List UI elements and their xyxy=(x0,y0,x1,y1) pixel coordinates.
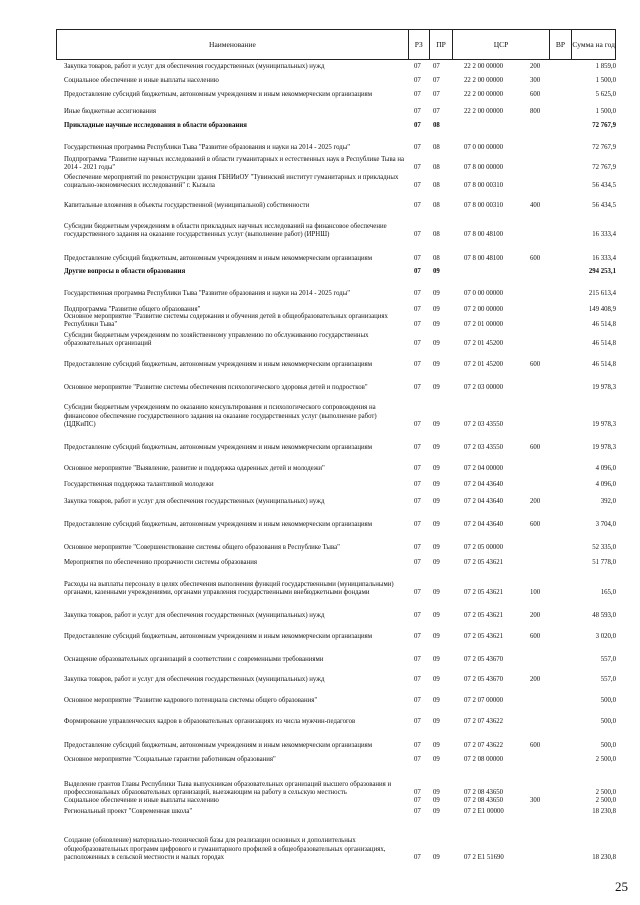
row-csr: 07 2 05 43621 xyxy=(464,633,504,640)
row-sum: 72 767,9 xyxy=(592,122,616,129)
row-csr: 07 2 03 00000 xyxy=(464,384,504,391)
row-name: Предоставление субсидий бюджетным, автономным учреждениям и иным некоммерческим организациям xyxy=(64,361,373,368)
row-name: Закупка товаров, работ и услуг для обеспечения государственных (муниципальных) нужд xyxy=(64,676,325,683)
row-vr: 200 xyxy=(530,676,541,683)
row-csr: 22 2 00 00000 xyxy=(464,91,504,98)
row-name: Расходы на выплаты персоналу в целях обеспечения выполнения функций государственными (муниципальными) органами, казенными учреждениями, органами управления государственными внебюджетными фондами xyxy=(64,580,394,596)
row-sum: 18 230,8 xyxy=(592,853,616,861)
row-pr: 09 xyxy=(433,339,440,347)
row-name: Мероприятия по обеспечению прозрачности системы образования xyxy=(64,559,257,566)
row-rz: 07 xyxy=(414,559,421,566)
row-sum: 165,0 xyxy=(600,588,616,596)
row-sum: 1 859,0 xyxy=(595,63,616,70)
row-sum: 19 978,3 xyxy=(592,444,616,451)
row-csr: 07 2 01 45200 xyxy=(464,339,504,347)
row-csr: 07 8 00 00000 xyxy=(464,163,504,171)
row-rz: 07 xyxy=(414,718,421,725)
row-csr: 07 2 08 43650 xyxy=(464,788,504,796)
row-csr: 07 2 00 00000 xyxy=(464,306,504,313)
row-pr: 09 xyxy=(433,808,440,815)
row-name: Основное мероприятие "Развитие кадрового потенциала системы общего образования" xyxy=(64,697,318,704)
row-csr: 07 2 04 00000 xyxy=(464,465,504,472)
row-name: Основное мероприятие "Выявление, развитие и поддержка одаренных детей и молодежи" xyxy=(64,465,325,472)
row-sum: 4 096,0 xyxy=(595,465,616,472)
row-csr: 07 2 05 43670 xyxy=(464,676,504,683)
row-rz: 07 xyxy=(414,742,421,749)
row-csr: 07 2 04 43640 xyxy=(464,498,504,505)
row-pr: 09 xyxy=(433,633,440,640)
row-pr: 07 xyxy=(433,108,440,115)
row-rz: 07 xyxy=(414,202,421,209)
row-pr: 09 xyxy=(433,306,440,313)
page-number: 25 xyxy=(615,879,628,894)
row-rz: 07 xyxy=(414,481,421,488)
row-sum: 56 434,5 xyxy=(592,181,616,189)
row-name: Закупка товаров, работ и услуг для обеспечения государственных (муниципальных) нужд xyxy=(64,63,325,70)
row-csr: 07 2 08 43650 xyxy=(464,797,504,804)
row-csr: 07 2 E1 51690 xyxy=(464,853,504,861)
row-sum: 4 096,0 xyxy=(595,481,616,488)
row-pr: 08 xyxy=(433,255,440,262)
row-rz: 07 xyxy=(414,108,421,115)
row-csr: 07 2 05 43670 xyxy=(464,656,504,663)
row-rz: 07 xyxy=(414,498,421,505)
row-sum: 51 778,0 xyxy=(592,559,616,566)
row-rz: 07 xyxy=(414,420,421,428)
row-sum: 2 500,0 xyxy=(595,756,616,763)
row-pr: 09 xyxy=(433,756,440,763)
row-vr: 600 xyxy=(530,361,541,368)
row-csr: 07 8 00 00310 xyxy=(464,202,504,209)
row-csr: 22 2 00 00000 xyxy=(464,77,504,84)
row-csr: 07 2 07 43622 xyxy=(464,742,504,749)
row-pr: 09 xyxy=(433,444,440,451)
row-rz: 07 xyxy=(414,676,421,683)
row-pr: 07 xyxy=(433,63,440,70)
row-csr: 22 2 00 00000 xyxy=(464,63,504,70)
row-rz: 07 xyxy=(414,808,421,815)
row-rz: 07 xyxy=(414,633,421,640)
row-sum: 500,0 xyxy=(600,697,616,704)
header-name: Наименование xyxy=(209,40,256,49)
row-sum: 557,0 xyxy=(600,656,616,663)
row-name: Предоставление субсидий бюджетным, автономным учреждениям и иным некоммерческим организациям xyxy=(64,444,373,451)
row-name: Обеспечение мероприятий по реконструкции здания ГБНИиОУ "Тувинский институт гуманитарных и прикладных социально-экономических исследований" г. Кызыла xyxy=(64,173,399,189)
row-pr: 09 xyxy=(433,588,440,596)
row-sum: 2 500,0 xyxy=(595,797,616,804)
row-rz: 07 xyxy=(414,521,421,528)
row-name: Выделение грантов Главы Республики Тыва выпускникам образовательных организаций высшего образования и профессиональных образовательных организаций, выезжающим на работу в сельскую местность xyxy=(64,780,392,796)
row-sum: 18 230,8 xyxy=(592,808,616,815)
row-csr: 07 2 03 43550 xyxy=(464,420,504,428)
row-vr: 200 xyxy=(530,63,541,70)
row-name: Субсидии бюджетным учреждениям по хозяйственному управлению по обслуживанию государственных образовательных организаций xyxy=(64,331,369,347)
row-sum: 19 978,3 xyxy=(592,420,616,428)
row-sum: 149 408,9 xyxy=(588,306,616,313)
row-rz: 07 xyxy=(414,853,421,861)
row-vr: 100 xyxy=(530,588,541,596)
row-name: Подпрограмма "Развитие общего образования" xyxy=(64,306,201,313)
row-pr: 08 xyxy=(433,144,440,151)
row-sum: 1 500,0 xyxy=(595,108,616,115)
row-csr: 07 2 07 43622 xyxy=(464,718,504,725)
row-name: Иные бюджетные ассигнования xyxy=(64,108,157,115)
row-name: Социальное обеспечение и иные выплаты населению xyxy=(64,77,219,84)
row-csr: 07 2 07 00000 xyxy=(464,697,504,704)
row-rz: 07 xyxy=(414,588,421,596)
row-pr: 09 xyxy=(433,498,440,505)
row-pr: 09 xyxy=(433,420,440,428)
row-pr: 09 xyxy=(433,361,440,368)
row-rz: 07 xyxy=(414,384,421,391)
row-rz: 07 xyxy=(414,756,421,763)
row-pr: 08 xyxy=(433,202,440,209)
row-csr: 07 2 04 43640 xyxy=(464,521,504,528)
row-name: Предоставление субсидий бюджетным, автономным учреждениям и иным некоммерческим организациям xyxy=(64,521,373,528)
row-sum: 16 333,4 xyxy=(592,230,616,238)
row-rz: 07 xyxy=(414,268,421,275)
row-name: Капитальные вложения в объекты государственной (муниципальной) собственности xyxy=(64,202,310,209)
row-vr: 300 xyxy=(530,77,541,84)
row-pr: 09 xyxy=(433,544,440,551)
row-csr: 07 8 00 48100 xyxy=(464,255,504,262)
row-sum: 392,0 xyxy=(600,498,616,505)
row-pr: 09 xyxy=(433,320,440,328)
row-pr: 09 xyxy=(433,797,440,804)
row-rz: 07 xyxy=(414,444,421,451)
row-rz: 07 xyxy=(414,612,421,619)
row-csr: 07 2 05 00000 xyxy=(464,544,504,551)
row-csr: 07 2 03 43550 xyxy=(464,444,504,451)
row-csr: 07 2 E1 00000 xyxy=(464,808,504,815)
row-name: Предоставление субсидий бюджетным, автономным учреждениям и иным некоммерческим организациям xyxy=(64,255,373,262)
row-pr: 08 xyxy=(433,230,440,238)
row-sum: 500,0 xyxy=(600,718,616,725)
row-rz: 07 xyxy=(414,230,421,238)
row-name: Субсидии бюджетным учреждениям по оказанию консультирования и психологического сопровождения на финансовое обеспечение государственного задания на оказание государственных услуг (выполнение работ) (ЦДКиПС) xyxy=(64,404,377,428)
row-pr: 08 xyxy=(433,181,440,189)
header-sum: Сумма на год xyxy=(571,30,615,59)
row-csr: 22 2 00 00000 xyxy=(464,108,504,115)
row-rz: 07 xyxy=(414,544,421,551)
row-vr: 600 xyxy=(530,742,541,749)
row-rz: 07 xyxy=(414,361,421,368)
row-rz: 07 xyxy=(414,697,421,704)
row-vr: 400 xyxy=(530,202,541,209)
row-pr: 09 xyxy=(433,481,440,488)
row-pr: 09 xyxy=(433,612,440,619)
row-name: Закупка товаров, работ и услуг для обеспечения государственных (муниципальных) нужд xyxy=(64,612,325,619)
row-rz: 07 xyxy=(414,77,421,84)
row-rz: 07 xyxy=(414,339,421,347)
row-pr: 08 xyxy=(433,122,440,129)
row-name: Государственная программа Республики Тыва "Развитие образования и науки на 2014 - 2025 годы" xyxy=(64,144,351,151)
row-vr: 600 xyxy=(530,633,541,640)
row-vr: 200 xyxy=(530,612,541,619)
row-csr: 07 8 00 00310 xyxy=(464,181,504,189)
row-name: Предоставление субсидий бюджетным, автономным учреждениям и иным некоммерческим организациям xyxy=(64,742,373,749)
row-pr: 09 xyxy=(433,656,440,663)
row-sum: 294 253,1 xyxy=(588,268,616,275)
row-name: Закупка товаров, работ и услуг для обеспечения государственных (муниципальных) нужд xyxy=(64,498,325,505)
row-rz: 07 xyxy=(414,465,421,472)
row-csr: 07 0 00 00000 xyxy=(464,290,504,297)
row-pr: 09 xyxy=(433,521,440,528)
row-rz: 07 xyxy=(414,144,421,151)
header-pr: ПР xyxy=(429,30,453,59)
row-name: Основное мероприятие "Развитие системы обеспечения психологического здоровья детей и подростков" xyxy=(64,384,368,391)
row-name: Основное мероприятие "Развитие системы содержания и обучения детей в общеобразовательных организациях Республики Тыва" xyxy=(64,312,388,328)
header-rz: РЗ xyxy=(408,30,429,59)
row-sum: 19 978,3 xyxy=(592,384,616,391)
row-pr: 09 xyxy=(433,290,440,297)
row-sum: 2 500,0 xyxy=(595,788,616,796)
row-name: Государственная поддержка талантливой молодежи xyxy=(64,481,214,488)
row-csr: 07 2 05 43621 xyxy=(464,612,504,619)
row-name: Социальное обеспечение и иные выплаты населению xyxy=(64,797,219,804)
row-sum: 3 704,0 xyxy=(595,521,616,528)
row-csr: 07 2 01 45200 xyxy=(464,361,504,368)
row-sum: 46 514,8 xyxy=(592,361,616,368)
table-header xyxy=(56,29,616,60)
row-name: Основное мероприятие "Совершенствование системы общего образования в Республике Тыва" xyxy=(64,544,340,551)
row-csr: 07 2 05 43621 xyxy=(464,559,504,566)
row-sum: 46 514,8 xyxy=(592,320,616,328)
row-name: Подпрограмма "Развитие научных исследований в области гуманитарных и естественных наук в Республике Тыва на 2014 - 2021 годы" xyxy=(64,155,404,171)
row-name: Формирование управленческих кадров в образовательных организациях из числа мужчин-педагогов xyxy=(64,718,356,725)
row-sum: 16 333,4 xyxy=(592,255,616,262)
row-sum: 1 500,0 xyxy=(595,77,616,84)
row-name: Основное мероприятие "Социальные гарантии работникам образования" xyxy=(64,756,276,763)
row-sum: 215 613,4 xyxy=(588,290,616,297)
row-csr: 07 2 08 00000 xyxy=(464,756,504,763)
row-pr: 09 xyxy=(433,788,440,796)
row-rz: 07 xyxy=(414,181,421,189)
row-pr: 09 xyxy=(433,384,440,391)
row-vr: 800 xyxy=(530,108,541,115)
row-rz: 07 xyxy=(414,122,421,129)
row-rz: 07 xyxy=(414,91,421,98)
row-sum: 557,0 xyxy=(600,676,616,683)
row-sum: 5 625,0 xyxy=(595,91,616,98)
row-name: Прикладные научные исследования в области образования xyxy=(64,122,247,129)
header-vr: ВР xyxy=(549,30,572,59)
row-name: Региональный проект "Современная школа" xyxy=(64,808,193,815)
row-pr: 09 xyxy=(433,559,440,566)
row-pr: 09 xyxy=(433,465,440,472)
row-csr: 07 2 04 43640 xyxy=(464,481,504,488)
row-csr: 07 2 05 43621 xyxy=(464,588,504,596)
row-name: Предоставление субсидий бюджетным, автономным учреждениям и иным некоммерческим организациям xyxy=(64,91,373,98)
row-pr: 09 xyxy=(433,718,440,725)
row-csr: 07 0 00 00000 xyxy=(464,144,504,151)
row-vr: 600 xyxy=(530,521,541,528)
row-sum: 72 767,9 xyxy=(592,144,616,151)
row-rz: 07 xyxy=(414,320,421,328)
row-sum: 46 514,8 xyxy=(592,339,616,347)
row-rz: 07 xyxy=(414,788,421,796)
row-pr: 07 xyxy=(433,77,440,84)
row-vr: 300 xyxy=(530,797,541,804)
row-name: Другие вопросы в области образования xyxy=(64,268,186,275)
row-vr: 200 xyxy=(530,498,541,505)
row-csr: 07 2 01 00000 xyxy=(464,320,504,328)
row-vr: 600 xyxy=(530,444,541,451)
row-sum: 3 020,0 xyxy=(595,633,616,640)
row-rz: 07 xyxy=(414,797,421,804)
row-pr: 09 xyxy=(433,853,440,861)
row-pr: 09 xyxy=(433,697,440,704)
row-rz: 07 xyxy=(414,63,421,70)
row-rz: 07 xyxy=(414,306,421,313)
row-pr: 09 xyxy=(433,676,440,683)
row-rz: 07 xyxy=(414,290,421,297)
row-pr: 09 xyxy=(433,742,440,749)
row-rz: 07 xyxy=(414,163,421,171)
row-sum: 72 767,9 xyxy=(592,163,616,171)
row-pr: 07 xyxy=(433,91,440,98)
row-name: Оснащение образовательных организаций в соответствии с современными требованиями xyxy=(64,656,324,663)
row-name: Создание (обновление) материально-технической базы для реализации основных и дополнительных общеобразовательных программ цифрового и гуманитарного профилей в общеобразовательных организациях, расположенных в сельской местности и малых городах xyxy=(64,837,386,861)
row-name: Государственная программа Республики Тыва "Развитие образования и науки на 2014 - 2025 годы" xyxy=(64,290,351,297)
row-sum: 56 434,5 xyxy=(592,202,616,209)
row-vr: 600 xyxy=(530,255,541,262)
row-name: Субсидии бюджетным учреждениям в области прикладных научных исследований на финансовое обеспечение государственного задания на оказание государственных услуг (выполнение работ) (ИРНШ) xyxy=(64,222,387,238)
row-rz: 07 xyxy=(414,255,421,262)
header-csr: ЦСР xyxy=(452,30,548,59)
row-pr: 09 xyxy=(433,268,440,275)
row-sum: 500,0 xyxy=(600,742,616,749)
row-vr: 600 xyxy=(530,91,541,98)
row-name: Предоставление субсидий бюджетным, автономным учреждениям и иным некоммерческим организациям xyxy=(64,633,373,640)
row-sum: 52 335,0 xyxy=(592,544,616,551)
row-pr: 08 xyxy=(433,163,440,171)
row-csr: 07 8 00 48100 xyxy=(464,230,504,238)
row-rz: 07 xyxy=(414,656,421,663)
row-sum: 48 593,0 xyxy=(592,612,616,619)
